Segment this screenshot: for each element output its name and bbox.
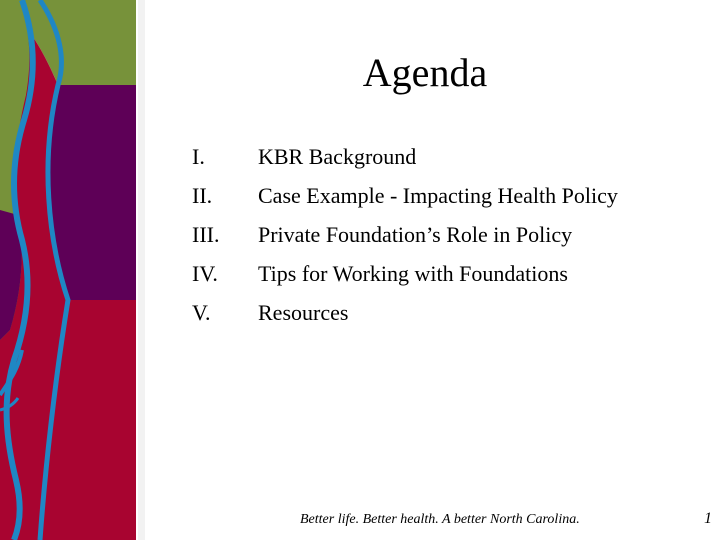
footer-tagline: Better life. Better health. A better North Carolina. (300, 512, 580, 527)
page-number: 1 (704, 510, 712, 527)
agenda-item-text: KBR Background (258, 144, 417, 169)
agenda-item-number: V. (192, 300, 211, 325)
agenda-item-text: Case Example - Impacting Health Policy (258, 183, 618, 208)
agenda-item-number: IV. (192, 261, 218, 286)
decorative-side-panel (0, 0, 145, 540)
agenda-item-number: I. (192, 144, 205, 169)
agenda-item-number: II. (192, 183, 213, 208)
agenda-item-text: Resources (258, 300, 349, 325)
agenda-item-text: Private Foundation’s Role in Policy (258, 222, 573, 247)
agenda-item-number: III. (192, 222, 220, 247)
panel-edge-strip (138, 0, 145, 540)
agenda-item-text: Tips for Working with Foundations (258, 261, 568, 286)
slide-title: Agenda (362, 50, 488, 95)
